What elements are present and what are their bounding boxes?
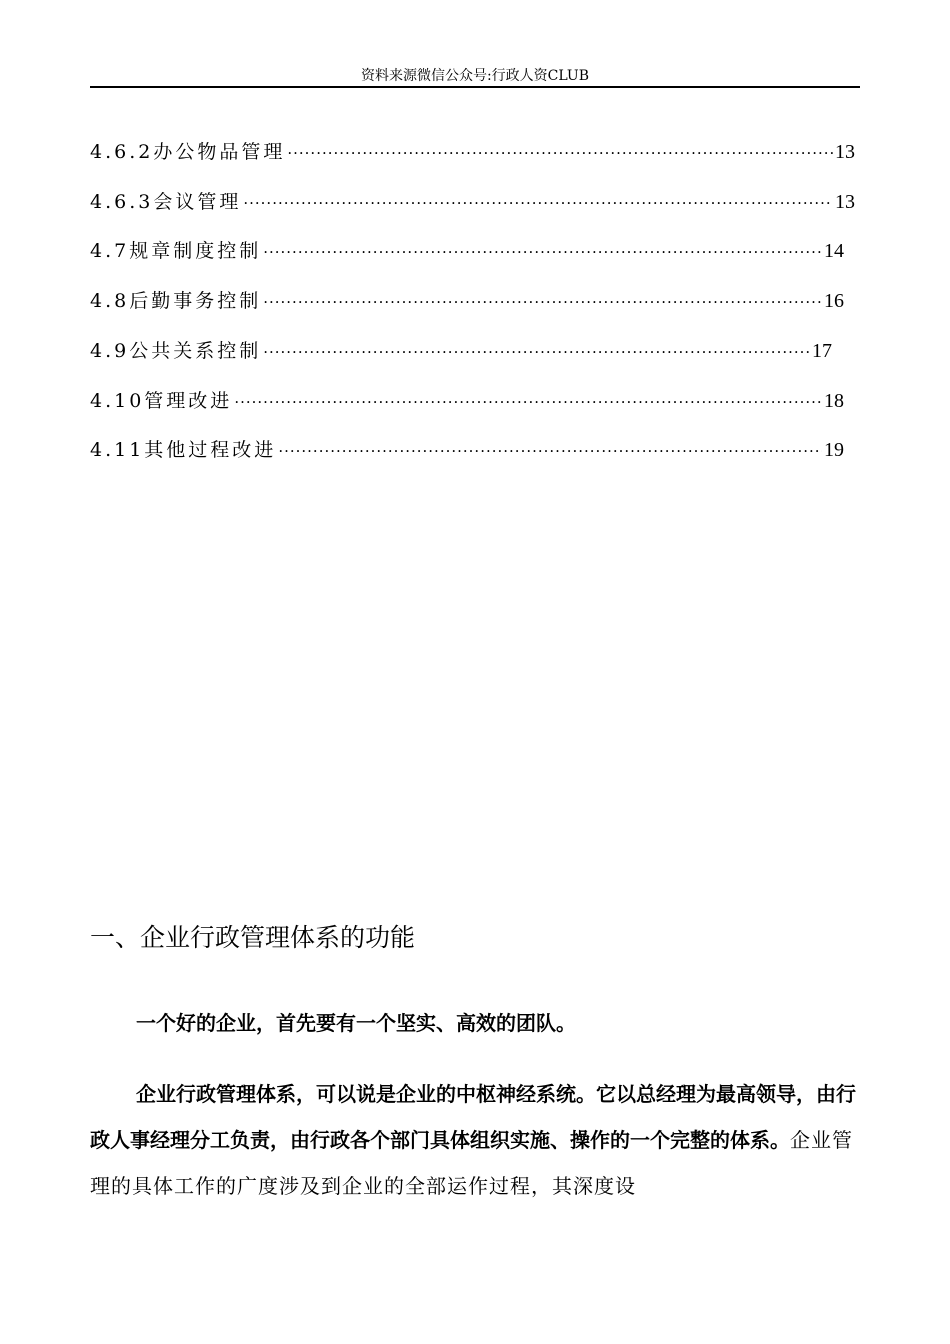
body-paragraph — [90, 1071, 860, 1209]
toc-leader-dots — [263, 289, 822, 315]
page-header-source: 资料来源微信公众号:行政人资CLUB — [360, 68, 590, 84]
toc-leader-dots — [234, 389, 822, 415]
toc-entry-label: 4.8后勤事务控制 — [90, 290, 262, 312]
toc-entry-label: 4.6.3会议管理 — [90, 191, 242, 213]
toc-entry-page: 13 — [835, 141, 855, 163]
toc-entry-page: 16 — [824, 290, 844, 312]
header-divider — [90, 86, 860, 88]
toc-entry-label: 4.10管理改进 — [90, 390, 233, 412]
intro-paragraph: 一个好的企业，首先要有一个坚实、高效的团队。 — [136, 1011, 576, 1035]
toc-entry[interactable] — [90, 437, 844, 463]
body-paragraph-plain-run: 企业管理的具体工作的广度涉及到企业的全部运作过程，其深度设 — [90, 1128, 853, 1198]
toc-leader-dots — [287, 140, 833, 166]
body-paragraph-bold-run: 企业行政管理体系，可以说是企业的中枢神经系统。它以总经理为最高领导，由行政人事经理分工负责，由行政各个部门具体组织实施、操作的一个完整的体系。 — [90, 1082, 856, 1152]
toc-entry[interactable] — [90, 139, 855, 165]
toc-entry-label: 4.9公共关系控制 — [90, 340, 262, 362]
toc-entry-label: 4.6.2办公物品管理 — [90, 141, 286, 163]
toc-entry-label: 4.11其他过程改进 — [90, 439, 277, 461]
toc-entry[interactable] — [90, 338, 832, 364]
section-title: 一、企业行政管理体系的功能 — [90, 922, 416, 952]
toc-leader-dots — [243, 190, 833, 216]
toc-entry-page: 14 — [824, 240, 844, 262]
toc-entry-page: 13 — [835, 191, 855, 213]
toc-entry[interactable] — [90, 388, 844, 414]
toc-leader-dots — [263, 339, 810, 365]
toc-entry-page: 17 — [812, 340, 832, 362]
toc-entry[interactable] — [90, 189, 855, 215]
toc-entry-page: 19 — [824, 439, 844, 461]
toc-entry-page: 18 — [824, 390, 844, 412]
toc-entry[interactable] — [90, 238, 844, 264]
toc-leader-dots — [263, 239, 822, 265]
toc-entry[interactable] — [90, 288, 844, 314]
toc-leader-dots — [278, 438, 822, 464]
toc-entry-label: 4.7规章制度控制 — [90, 240, 262, 262]
